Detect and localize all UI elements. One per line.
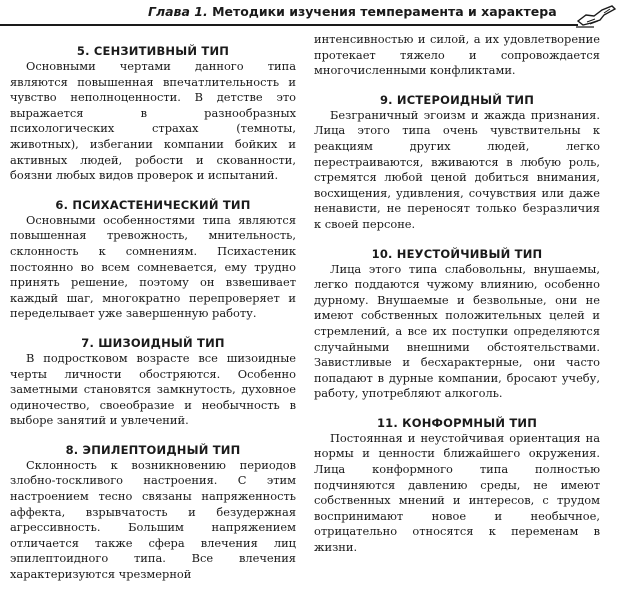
section-text: Безграничный эгоизм и жажда признания. Лица этого типа очень чувствительны к реакциям других людей, легко перестраиваются, вживаются в любую роль, стремятся любой ценой добиться внимания, восхищения, удивления, сочувствия или даже ненависти, не переносят только безразличия к своей персоне. [314, 107, 600, 231]
section-text: Основными особенностями типа являются повышенная тревожность, мнительность, склонность к сомнениям. Психастеник постоянно во всем сомневается, ему трудно принять решение, поэтому он взвешивает каждый шаг, многократно перепроверяет и переделывает уже завершенную работу. [10, 212, 296, 321]
section-text: Основными чертами данного типа являются повышенная впечатлительность и чувство неполноценности. В детстве это выражается в разнообразных психологических страхах (темноты, животных), избегании компании бойких и активных людей, робости и скованности, боязни любых видов проверок и испытаний. [10, 59, 296, 183]
section-heading: 9. ИСТЕРОИДНЫЙ ТИП [379, 92, 535, 107]
section-text: В подростковом возрасте все шизоидные черты личности обостряются. Особенно заметными становятся замкнутость, духовное одиночество, своеобразие и необычность в выборе занятий и увлечений. [10, 350, 296, 428]
right-column [314, 32, 600, 570]
section-epileptoid-continued [314, 32, 600, 79]
section-heading: 10. НЕУСТОЙЧИВЫЙ ТИП [371, 246, 543, 261]
section-hysteroid [314, 93, 600, 233]
page-header [0, 0, 620, 30]
hand-writing-icon [574, 1, 618, 29]
section-text: Склонность к возникновению периодов злобно-тоскливого настроения. С этим настроением тесно связаны напряженность аффекта, взрывчатость и безудержная агрессивность. Большим напряжением отличается также сфера влечения лиц эпилептоидного типа. Все влечения характеризуются чрезмерной [10, 457, 296, 582]
section-text: Постоянная и неустойчивая ориентация на нормы и ценности ближайшего окружения. Лица конформного типа полностью подчиняются давлению среды, не имеют собственных мнений и интересов, с трудом воспринимают новое и необычное, отрицательно относятся к переменам в жизни. [314, 430, 600, 555]
section-psychasthenic [10, 198, 296, 322]
section-heading: 5. СЕНЗИТИВНЫЙ ТИП [76, 44, 230, 58]
section-heading: 8. ЭПИЛЕПТОИДНЫЙ ТИП [65, 442, 241, 457]
section-epileptoid [10, 443, 296, 583]
running-title [148, 4, 557, 19]
section-sensitive [10, 44, 296, 184]
section-conformal [314, 416, 600, 556]
section-schizoid [10, 336, 296, 429]
section-unstable [314, 247, 600, 402]
chapter-label: Глава 1. [148, 4, 208, 19]
left-column [10, 44, 296, 597]
section-heading: 7. ШИЗОИДНЫЙ ТИП [81, 335, 225, 350]
header-rule [0, 24, 578, 26]
section-heading: 11. КОНФОРМНЫЙ ТИП [376, 415, 538, 430]
chapter-title: Методики изучения темперамента и характера [212, 4, 557, 19]
section-text-continuation: интенсивностью и силой, а их удовлетворение протекает тяжело и сопровождается многочисленными конфликтами. [314, 32, 600, 78]
section-text: Лица этого типа слабовольны, внушаемы, легко поддаются чужому влиянию, особенно дурному. Внушаемые и безвольные, они не имеют собственных положительных целей и стремлений, а все их поступки определяются случайными внешними обстоятельствами. Завистливые и бесхарактерные, они часто попадают в дурные компании, бросают учебу, работу, употребляют алкоголь. [314, 261, 600, 401]
section-heading: 6. ПСИХАСТЕНИЧЕСКИЙ ТИП [55, 197, 251, 212]
